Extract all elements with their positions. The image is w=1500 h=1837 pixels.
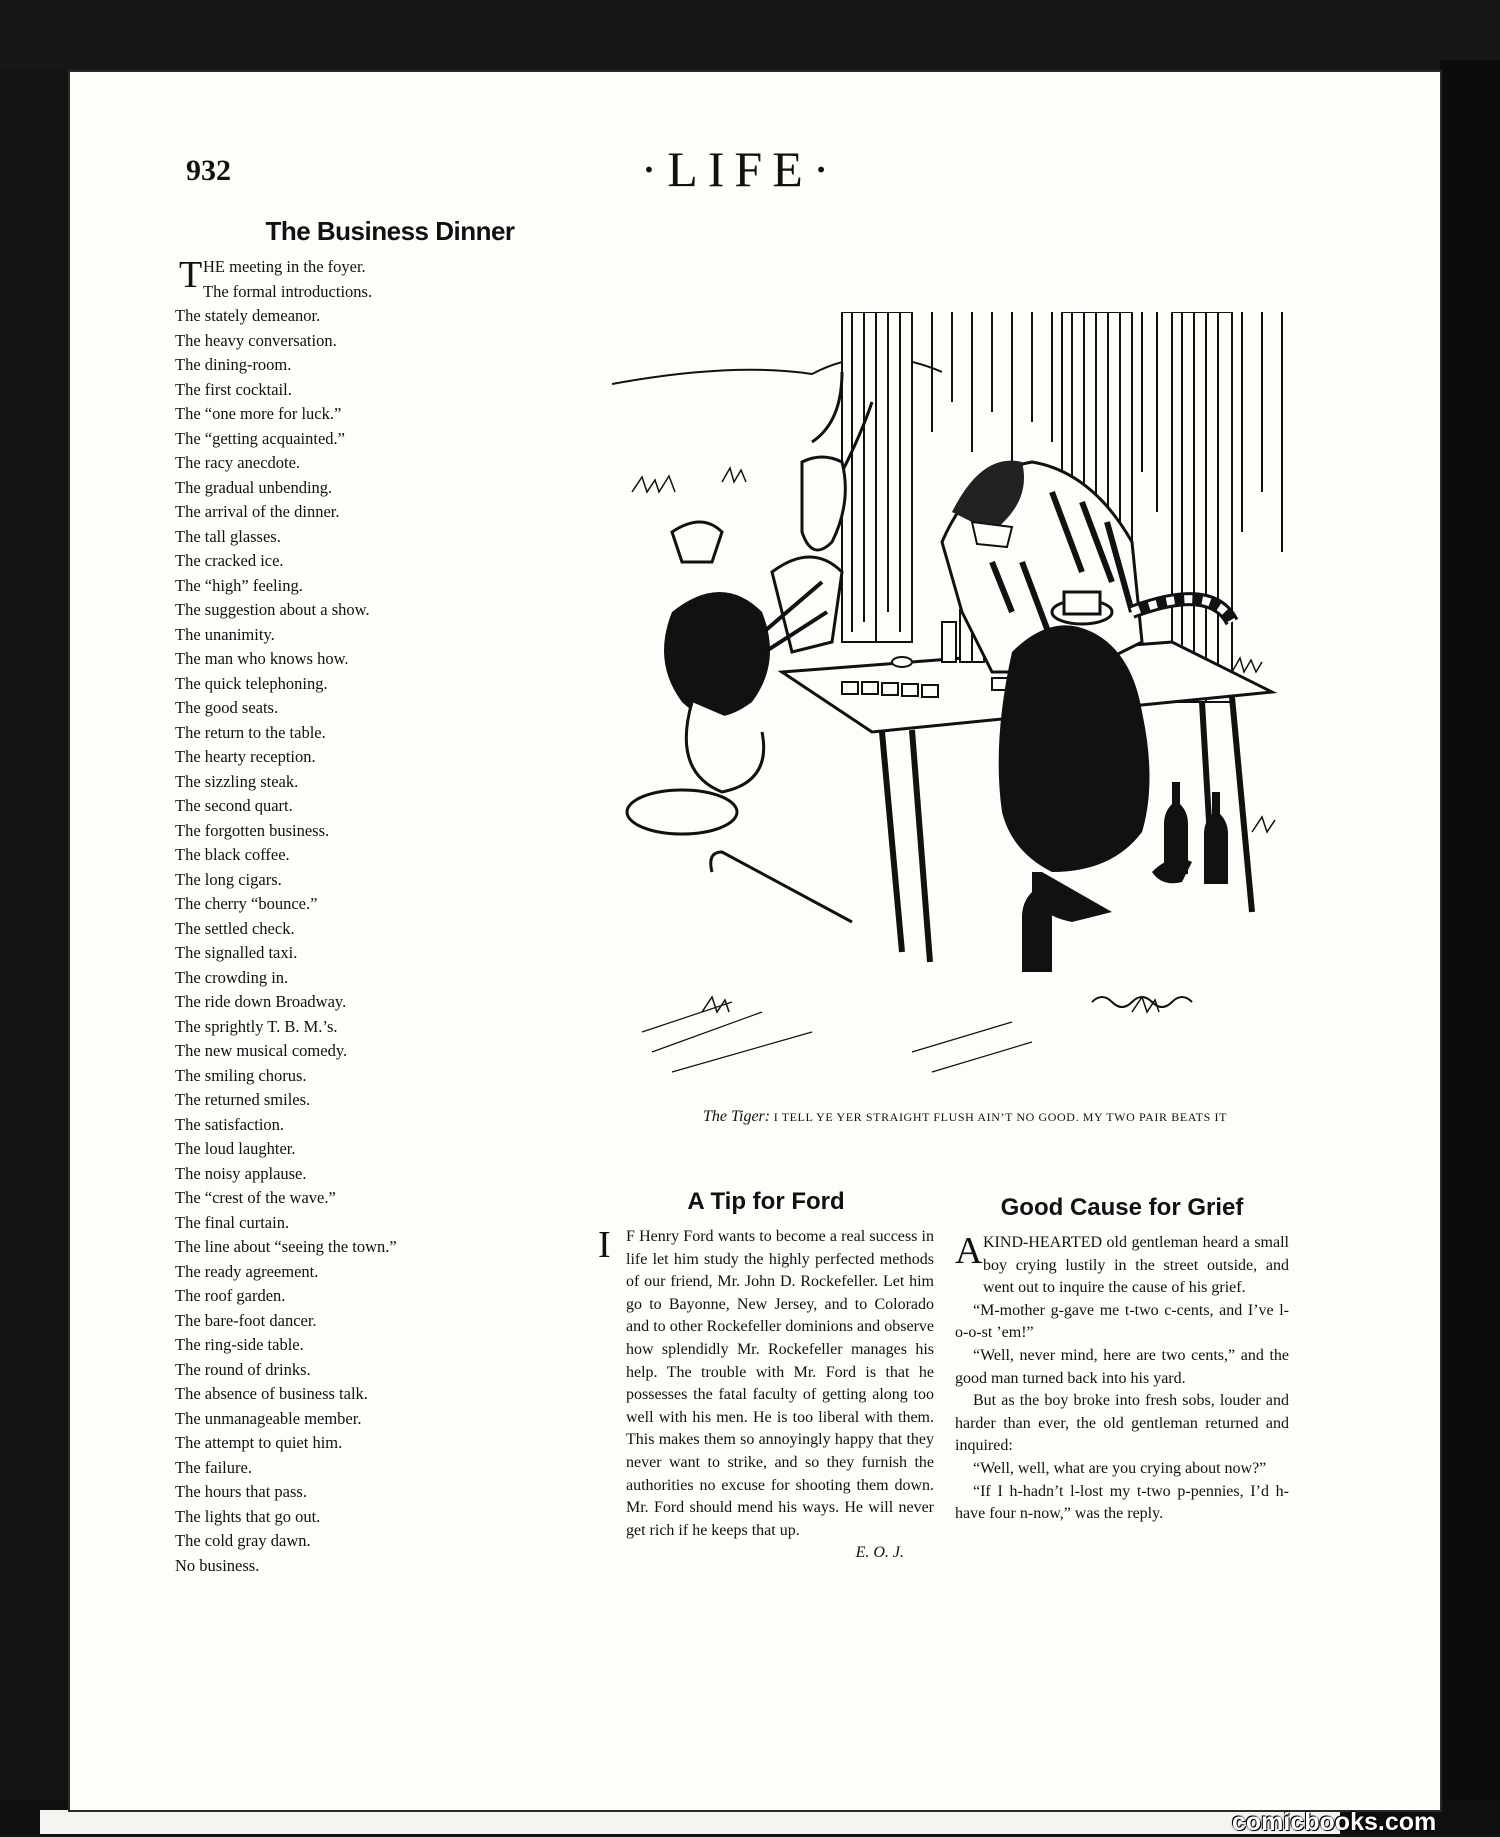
tip-for-ford-drop-cap: I: [598, 1224, 611, 1266]
next-page-edge: [40, 1810, 1340, 1834]
poem-line: The bare-foot dancer.: [175, 1310, 317, 1330]
poem-line: The failure.: [175, 1457, 252, 1477]
scan-right-spine: [1440, 60, 1500, 1834]
poem-column: [175, 216, 575, 1578]
poem-line: The loud laughter.: [175, 1139, 296, 1158]
poem-line: The suggestion about a show.: [175, 600, 370, 619]
poem-line: The quick telephoning.: [175, 673, 328, 693]
tip-for-ford-paragraph: F Henry Ford wants to become a real success in life let him study the highly perfected methods of our friend, Mr. John D. Rockefeller. Let him go to Bayonne, New Jersey, and to Colorado and to other Rockefeller dominions and observe how splendidly Mr. Rockefeller manages his help. The trouble with Mr. Ford is that he possesses the fatal faculty of getting along too well with his men. He is too liberal with them. This makes them so annoyingly happy that they never want to strike, and so they furnish the authorities no excuse for shooting them down. Mr. Ford should mend his ways. He will never get rich if he keeps that up.: [626, 1228, 934, 1539]
poem-line: The stately demeanor.: [175, 306, 321, 325]
tip-for-ford-body: [598, 1226, 934, 1542]
poem-line: The first cocktail.: [175, 379, 292, 399]
comicbooks-watermark: comicbooks.com: [1232, 1808, 1437, 1836]
poem-line: The hours that pass.: [175, 1482, 307, 1501]
masthead-life: ·LIFE·: [640, 141, 840, 197]
poem-line: The smiling chorus.: [175, 1065, 307, 1085]
tiger-poker-cartoon: [612, 312, 1312, 1094]
poem-line: The settled check.: [175, 918, 295, 938]
poem-line: The attempt to quiet him.: [175, 1433, 343, 1452]
good-cause-title: Good Cause for Grief: [1000, 1194, 1244, 1221]
poem-line: The man who knows how.: [175, 649, 349, 668]
good-cause-first-text: KIND-HEARTED old gentleman heard a small boy crying lustily in the street outside, and went out to inquire the cause of his grief.: [983, 1234, 1289, 1297]
poem-line: The lights that go out.: [175, 1506, 321, 1526]
good-cause-paragraph: “If I h-hadn’t l-lost my t-two p-pennies, I’d h-have four n-now,” was the reply.: [955, 1482, 1289, 1523]
poem-line: The return to the table.: [175, 722, 326, 742]
poem-line: The ready agreement.: [175, 1261, 319, 1281]
good-cause-drop-cap: A: [955, 1230, 983, 1272]
tip-for-ford-signature: E. O. J.: [855, 1544, 904, 1562]
caption-speaker: The Tiger:: [702, 1108, 771, 1125]
poem-line: The heavy conversation.: [175, 330, 337, 350]
poem-line: The roof garden.: [175, 1286, 286, 1305]
poem-drop-cap: T: [179, 254, 203, 296]
good-cause-first-paragraph: [955, 1232, 1289, 1300]
poem-line: The ring-side table.: [175, 1335, 304, 1354]
poem-line: The long cigars.: [175, 869, 282, 889]
poem-line: The unmanageable member.: [175, 1408, 362, 1428]
poem-line: The ride down Broadway.: [175, 992, 347, 1011]
scan-top-edge: [0, 0, 1500, 70]
poem-line: The absence of business talk.: [175, 1384, 368, 1403]
poem-line: The new musical comedy.: [175, 1041, 348, 1060]
good-cause-article: [955, 1188, 1289, 1526]
poem-line: No business.: [175, 1555, 260, 1575]
poem-line: The noisy applause.: [175, 1163, 307, 1183]
poem-first-line-text: HE meeting in the foyer.: [203, 257, 366, 276]
poem-line: The forgotten business.: [175, 820, 330, 840]
good-cause-paragraph: But as the boy broke into fresh sobs, louder and harder than ever, the old gentleman returned and inquired:: [955, 1392, 1289, 1455]
poem-line: The “one more for luck.”: [175, 404, 342, 423]
poem-line: The second quart.: [175, 796, 293, 815]
good-cause-paragraph: “Well, well, what are you crying about now?”: [973, 1459, 1267, 1477]
poem-line: The black coffee.: [175, 845, 290, 864]
poem-line: The gradual unbending.: [175, 477, 333, 497]
tip-for-ford-title: A Tip for Ford: [687, 1188, 845, 1215]
poem-line: The “getting acquainted.”: [175, 428, 345, 448]
caption-text: I TELL YE YER STRAIGHT FLUSH AIN’T NO GOOD. MY TWO PAIR BEATS IT: [773, 1110, 1228, 1124]
poem-line: The “crest of the wave.”: [175, 1188, 336, 1207]
tip-for-ford-article: [598, 1188, 934, 1565]
poem-title: The Business Dinner: [265, 216, 515, 246]
page-number: 932: [186, 154, 231, 187]
poem-line: The final curtain.: [175, 1212, 290, 1232]
poem-line: The crowding in.: [175, 967, 289, 987]
poem-line: The unanimity.: [175, 624, 275, 644]
poem-line: The sprightly T. B. M.’s.: [175, 1016, 338, 1036]
good-cause-paragraph: “Well, never mind, here are two cents,” and the good man turned back into his yard.: [955, 1346, 1289, 1387]
poem-line: The cherry “bounce.”: [175, 894, 318, 913]
poem-line: The hearty reception.: [175, 747, 316, 766]
good-cause-paragraphs: [955, 1300, 1289, 1526]
poem-second-line: The formal introductions.: [203, 281, 373, 301]
poem-line: The “high” feeling.: [175, 575, 303, 595]
poem-line: The tall glasses.: [175, 526, 281, 546]
poem-lines: [175, 255, 575, 1578]
poem-line: The round of drinks.: [175, 1359, 311, 1379]
poem-line: The sizzling steak.: [175, 771, 299, 791]
poem-line: The signalled taxi.: [175, 943, 298, 962]
poem-line: The good seats.: [175, 698, 279, 717]
poem-line: The line about “seeing the town.”: [175, 1237, 397, 1256]
poem-line: The arrival of the dinner.: [175, 502, 340, 521]
cartoon-caption: [620, 1108, 1310, 1126]
poem-line: The dining-room.: [175, 355, 292, 374]
poem-line: The racy anecdote.: [175, 453, 301, 472]
poem-line: The cold gray dawn.: [175, 1531, 311, 1550]
poem-line: The cracked ice.: [175, 551, 284, 570]
good-cause-paragraph: “M-mother g-gave me t-two c-cents, and I’ve l-o-o-st ’em!”: [955, 1301, 1289, 1342]
poem-line: The satisfaction.: [175, 1114, 285, 1134]
poem-line: The returned smiles.: [175, 1090, 311, 1109]
